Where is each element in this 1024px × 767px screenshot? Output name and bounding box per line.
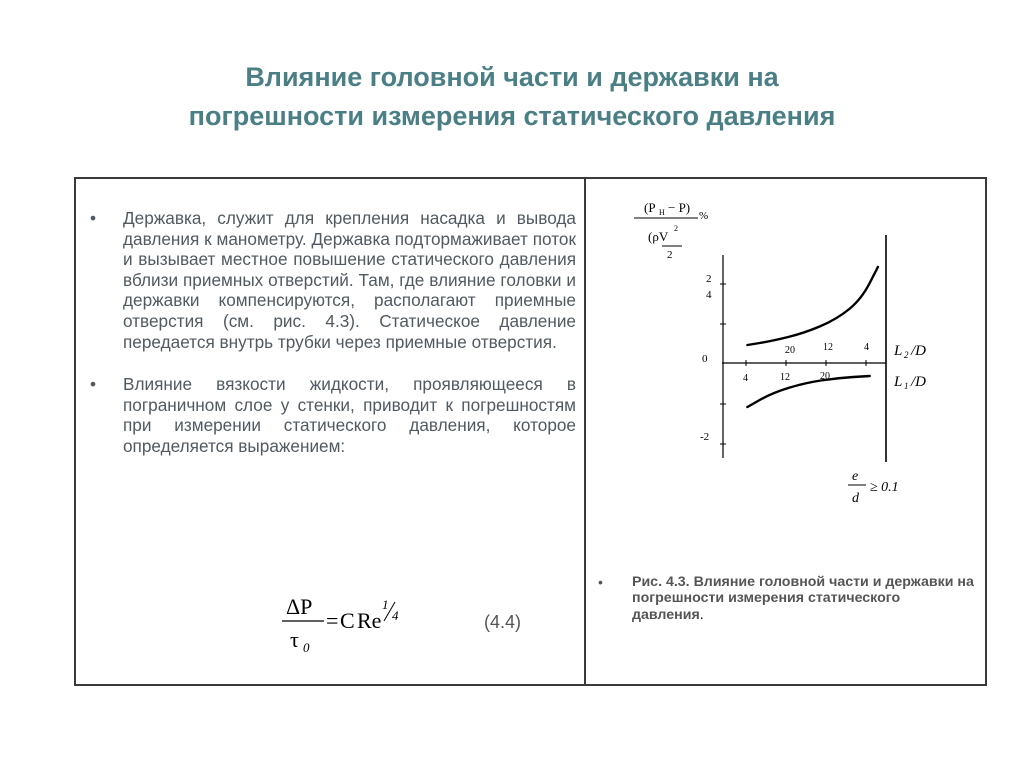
y-label-den-rho: (ρV: [648, 229, 669, 244]
caption-period: .: [699, 606, 704, 623]
condition-den: d: [852, 491, 859, 506]
y-tick-label: 4: [706, 289, 712, 301]
upper-axis-tick-label: 4: [864, 342, 869, 353]
y-label-unit: %: [699, 210, 709, 222]
formula-equals: =: [326, 608, 339, 633]
figure-caption: [598, 574, 974, 623]
legend-l2: [893, 343, 926, 360]
series-label-l2-letter: L: [894, 343, 903, 359]
bullet-item: [90, 208, 576, 352]
condition-label: [848, 469, 899, 506]
caption-paragraph: [598, 574, 974, 623]
slide-title: [40, 58, 984, 136]
series-layer: [747, 267, 878, 407]
lower-axis-tick-label: 20: [820, 371, 830, 382]
y-label-num-sub: H: [659, 208, 665, 217]
series-label-l1-tail: /D: [911, 374, 926, 390]
formula-exp-den: 4: [392, 608, 399, 623]
formula-4-4: [276, 592, 546, 654]
y-tick-label: 0: [702, 353, 708, 365]
condition-num: e: [852, 469, 859, 484]
lower-axis-tick-label: 4: [743, 373, 748, 384]
formula-denominator: τ: [290, 627, 299, 652]
series-line-l2: [747, 267, 878, 345]
legend-l1: [893, 374, 926, 391]
y-label-den-two: 2: [667, 249, 673, 261]
y-label-num-rest: − P): [668, 200, 691, 215]
formula-numerator: ΔP: [286, 594, 313, 619]
y-label-num-open: (P: [644, 200, 656, 215]
series-label-l1-letter: L: [894, 374, 903, 390]
bullet-text: Державка, служит для крепления насадка и вывода давления к манометру. Державка подтормаживает поток и вызывает местное повышение статического давления вблизи приемных отверстий. Там, где влияние головки и державки компенсируются, располагают приемные отверстия (см. рис. 4.3). Статическое давление передается внутрь трубки через приемные отверстия.: [123, 208, 576, 352]
formula-denominator-sub: 0: [303, 640, 310, 654]
bullet-text: Влияние вязкости жидкости, проявляющееся в пограничном слое у стенки, приводит к погрешностям при измерении статического давления, которое определяется выражением:: [123, 374, 576, 456]
figure-4-3-chart: [610, 190, 980, 520]
y-label-den-sup: 2: [674, 224, 678, 233]
upper-axis-tick-label: 12: [823, 342, 833, 353]
bullet-dot: •: [90, 208, 97, 228]
caption-bullet-dot: •: [598, 574, 603, 590]
series-label-l2-sub: 2: [904, 350, 909, 360]
formula-const: C: [340, 608, 355, 633]
caption-text: Рис. 4.3. Влияние головной части и державки на погрешности измерения статического давления: [632, 574, 974, 623]
series-label-l1-sub: 1: [904, 381, 909, 391]
formula-exp-num: 1: [382, 597, 389, 612]
y-label: [634, 200, 708, 261]
column-divider: [584, 177, 586, 686]
series-label-l2-tail: /D: [911, 343, 926, 359]
bullet-dot: •: [90, 374, 97, 395]
upper-axis-tick-label: 20: [785, 345, 795, 356]
series-line-l1: [747, 376, 869, 407]
title-line-2: погрешности измерения статического давления: [188, 101, 836, 131]
formula-number: (4.4): [484, 612, 522, 632]
bullet-item: [90, 374, 576, 456]
condition-rest: ≥ 0.1: [870, 480, 899, 495]
y-tick-label: -2: [700, 431, 710, 443]
y-tick-label: 2: [706, 273, 712, 285]
bullet-list: [90, 208, 576, 457]
lower-axis-tick-label: 12: [780, 372, 790, 383]
formula-re: Re: [357, 608, 382, 633]
title-line-1: Влияние головной части и державки на: [245, 62, 779, 92]
